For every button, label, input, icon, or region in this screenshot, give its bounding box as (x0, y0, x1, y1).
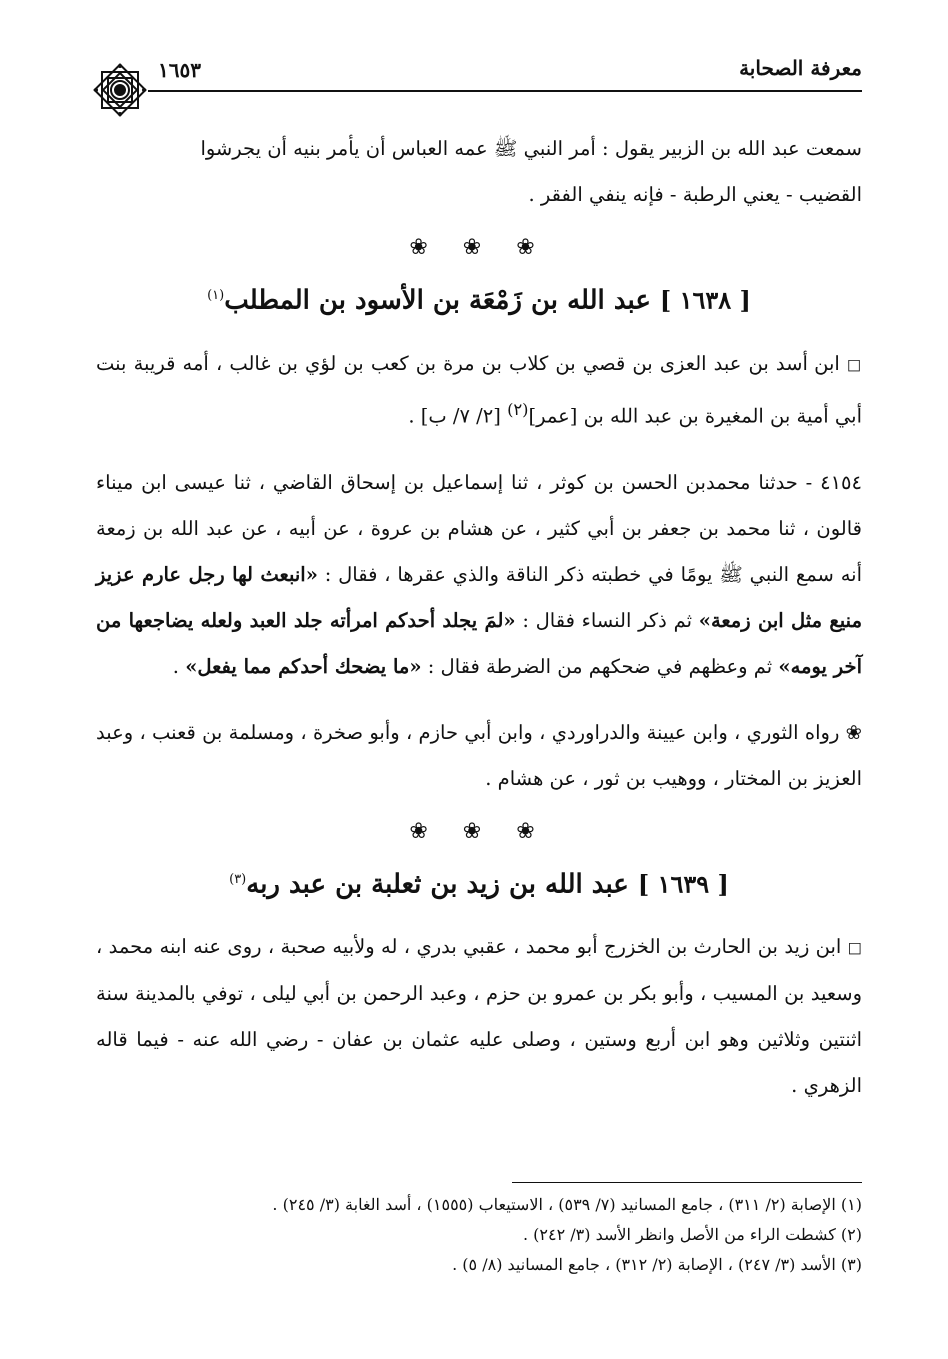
biography-paragraph (96, 924, 862, 1109)
footnote: (١) الإصابة (٢/ ٣١١) ، جامع المسانيد (٧/ ٥٣٩) ، الاستيعاب (١٥٥٥) ، أسد الغابة (٣/ ٢٤٥) . (272, 1195, 862, 1214)
main-text (96, 126, 862, 1109)
footnotes (96, 1190, 862, 1280)
biography-text: ابن زيد بن الحارث بن الخزرج أبو محمد ، عقبي بدري ، له ولأبيه صحبة ، روى عنه ابنه محمد ، وسعيد بن المسيب ، وأبو بكر بن عمرو بن حزم ، وعبد الرحمن بن أبي ليلى ، توفي بالمدينة سنة اثنتين وثلاثين وهو ابن أربع وستين ، وصلى عليه عثمان بن عفان - رضي الله عنه - فيما قاله الزهري . (96, 935, 862, 1097)
intro-line: القضيب - يعني الرطبة - فإنه ينفي الفقر . (528, 183, 862, 206)
heading-number: [ ١٦٣٨ ] (659, 285, 751, 315)
box-icon: □ (846, 355, 862, 374)
narration-text: رواه الثوري ، وابن عيينة والدراوردي ، وابن أبي حازم ، وأبو صخرة ، ومسلمة بن قعنب ، وعبد العزيز بن المختار ، ووهيب بن ثور ، عن هشام . (96, 720, 862, 790)
section-separator: ❀ ❀ ❀ (409, 235, 549, 260)
section-separator: ❀ ❀ ❀ (409, 818, 549, 844)
page-header (88, 52, 862, 92)
ornament-icon (88, 58, 152, 122)
hadith-quote: «انبعث لها رجل عارم عزيز منيع مثل ابن زمعة» (96, 562, 863, 632)
footnote-ref: (٢) (507, 400, 529, 420)
footnote: (٢) كشطت الراء من الأصل وانظر الأسد (٣/ ٢٤٢) . (522, 1225, 862, 1244)
heading-name: عبد الله بن زيد بن ثعلبة بن عبد ربه (246, 869, 629, 900)
narration-paragraph (96, 710, 862, 802)
heading-number: [ ١٦٣٩ ] (637, 869, 729, 899)
hadith-text: . (172, 654, 186, 678)
intro-line: سمعت عبد الله بن الزبير يقول : أمر النبي ﷺ عمه العباس أن يأمر بنيه أن يجرشوا (200, 137, 862, 160)
narration-mark: ❀ (845, 720, 862, 744)
page-number: ١٦٥٣ (158, 58, 201, 82)
biography-paragraph (96, 341, 862, 440)
section-heading (96, 858, 862, 907)
book-title: معرفة الصحابة (739, 56, 862, 80)
footnote-rule (512, 1182, 862, 1183)
footnote-ref: (١) (207, 288, 225, 303)
header-rule (148, 90, 862, 92)
heading-name: عبد الله بن زَمْعَة بن الأسود بن المطلب (224, 285, 651, 316)
hadith-text: ثم ذكر النساء فقال : (515, 608, 699, 632)
hadith-quote: «لمَ يجلد أحدكم امرأته جلد العبد ولعله يضاجعها من آخر يومه» (96, 608, 862, 678)
section-heading (96, 274, 862, 323)
biography-text: ابن أسد بن عبد العزى بن قصي بن كلاب بن مرة بن كعب بن لؤي بن غالب ، أمه قريبة بنت أبي أمية بن المغيرة بن عبد الله بن [عمر] (96, 351, 862, 428)
hadith-text: ثم وعظهم في ضحكهم من الضرطة فقال : (421, 654, 779, 678)
hadith-chain: ٤١٥٤ - حدثنا محمدبن الحسن بن كوثر ، ثنا إسماعيل بن إسحاق القاضي ، ثنا عيسى ابن ميناء قالون ، ثنا محمد بن جعفر بن أبي كثير ، عن هشام بن عروة ، عن أبيه ، عن عبد الله بن زمعة أنه سمع النبي ﷺ يومًا في خطبته ذكر الناقة والذي عقرها ، فقال : (96, 470, 863, 586)
box-icon: □ (847, 938, 862, 957)
footnote-ref: (٣) (229, 871, 247, 887)
footnote: (٣) الأسد (٣/ ٢٤٧) ، الإصابة (٢/ ٣١٢) ، جامع المسانيد (٨/ ٥) . (452, 1255, 862, 1274)
hadith-quote: «ما يضحك أحدكم مما يفعل» (185, 654, 422, 678)
hadith-paragraph (96, 460, 862, 690)
manuscript-ref: [٢/ ٧/ ب] . (408, 404, 508, 428)
